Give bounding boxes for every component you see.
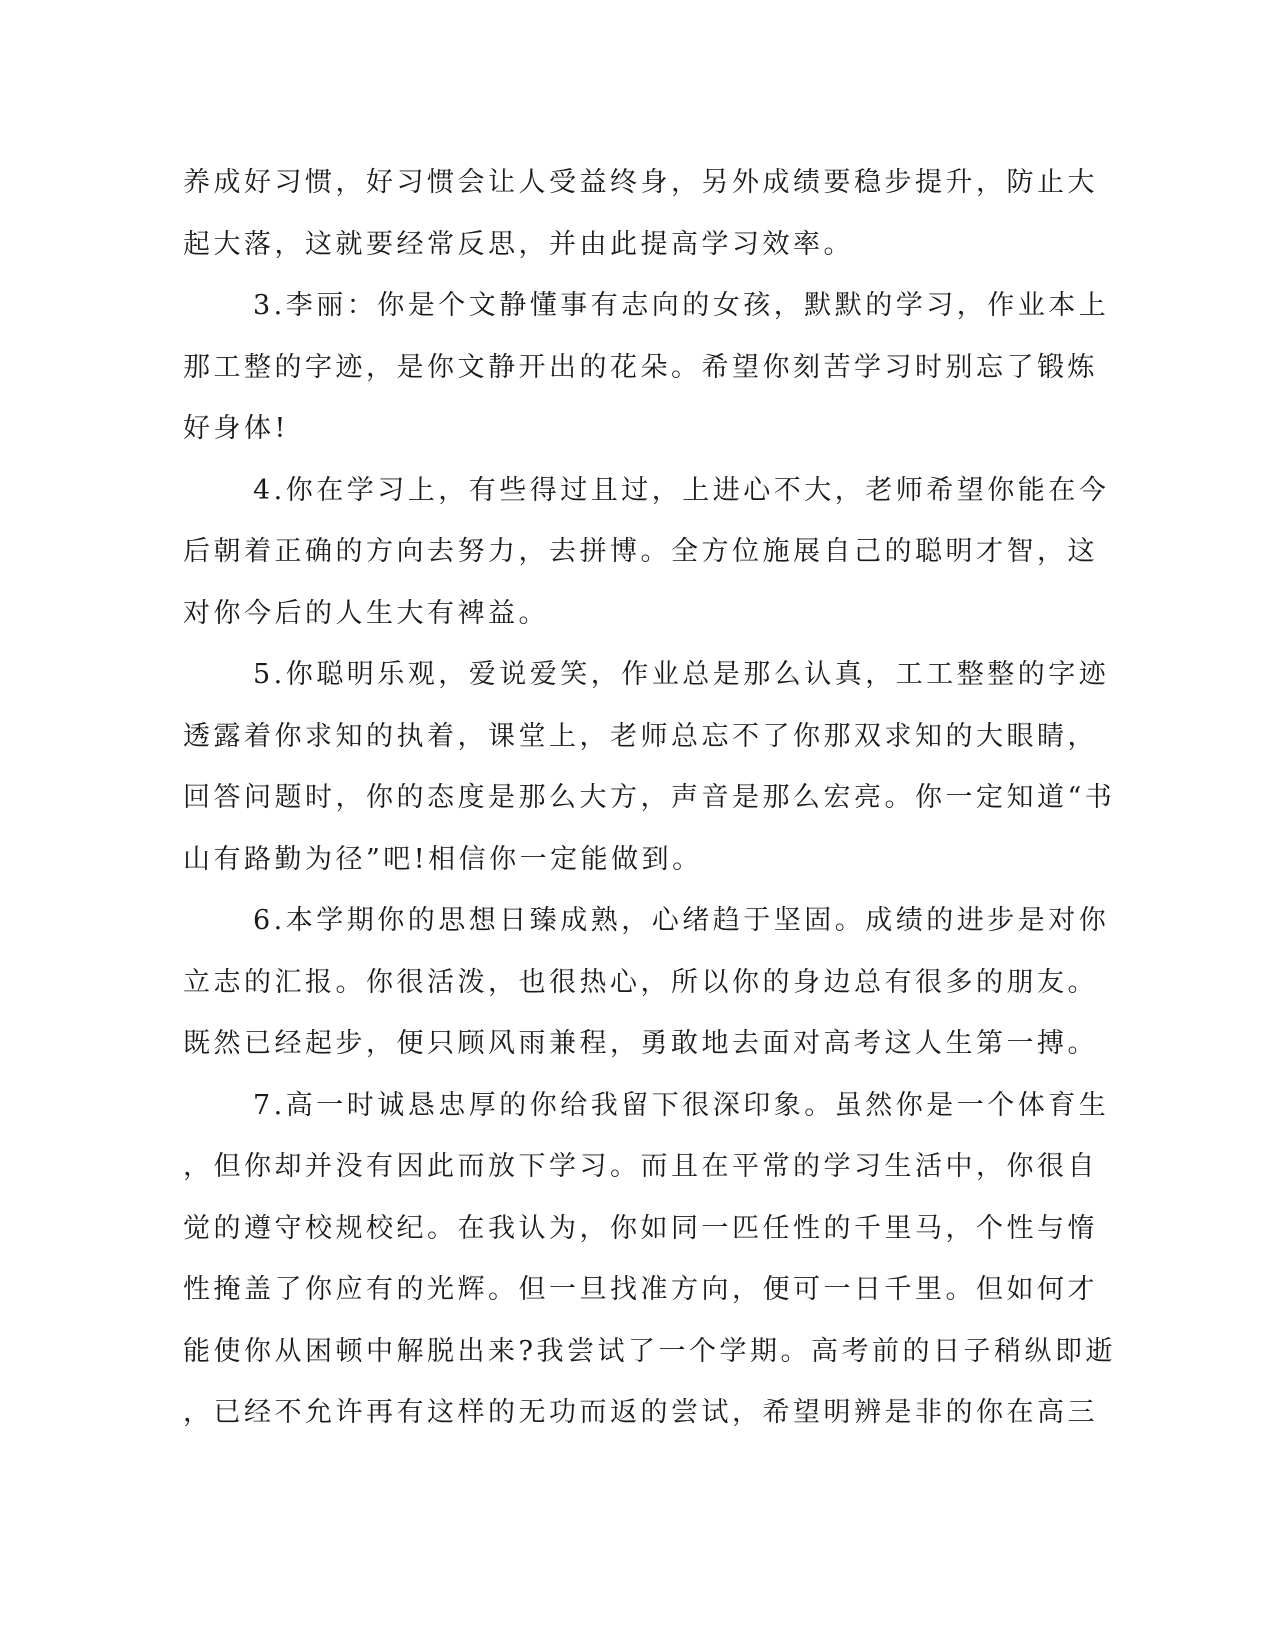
text-line: ，已经不允许再有这样的无功而返的尝试，希望明辨是非的你在高三 [183,1397,1098,1428]
document-body [183,152,1116,1444]
text-line: 能使你从困顿中解脱出来?我尝试了一个学期。高考前的日子稍纵即逝 [183,1335,1116,1367]
text-line: 性掩盖了你应有的光辉。但一旦找准方向，便可一日千里。但如何才 [183,1274,1098,1305]
paragraph-6-start: 6.本学期你的思想日臻成熟，心绪趋于坚固。成绩的进步是对你 [253,905,1110,936]
text-line: ，但你却并没有因此而放下学习。而且在平常的学习生活中，你很自 [183,1151,1098,1182]
text-line: 透露着你求知的执着，课堂上，老师总忘不了你那双求知的大眼睛， [183,720,1098,752]
text-line: 既然已经起步，便只顾风雨兼程，勇敢地去面对高考这人生第一搏。 [183,1028,1098,1059]
text-line: 起大落，这就要经常反思，并由此提高学习效率。 [183,228,854,260]
text-line: 对你今后的人生大有裨益。 [183,597,549,629]
text-line: 好身体! [183,413,289,444]
text-line: 立志的汇报。你很活泼，也很热心，所以你的身边总有很多的朋友。 [183,966,1098,998]
text-line: 那工整的字迹，是你文静开出的花朵。希望你刻苦学习时别忘了锻炼 [183,351,1098,383]
text-line: 养成好习惯，好习惯会让人受益终身，另外成绩要稳步提升，防止大 [183,167,1098,198]
paragraph-3-start: 3.李丽：你是个文静懂事有志向的女孩，默默的学习，作业本上 [253,290,1110,321]
text-line: 后朝着正确的方向去努力，去拼博。全方位施展自己的聪明才智，这 [183,536,1098,567]
paragraph-5-start: 5.你聪明乐观，爱说爱笑，作业总是那么认真，工工整整的字迹 [253,659,1110,690]
paragraph-4-start: 4.你在学习上，有些得过且过，上进心不大，老师希望你能在今 [253,474,1110,506]
paragraph-7-start: 7.高一时诚恳忠厚的你给我留下很深印象。虽然你是一个体育生 [253,1089,1110,1121]
text-line: 觉的遵守校规校纪。在我认为，你如同一匹任性的千里马，个性与惰 [183,1212,1098,1244]
text-line: 回答问题时，你的态度是那么大方，声音是那么宏亮。你一定知道“书 [183,782,1116,813]
text-line: 山有路勤为径”吧!相信你一定能做到。 [183,843,703,875]
